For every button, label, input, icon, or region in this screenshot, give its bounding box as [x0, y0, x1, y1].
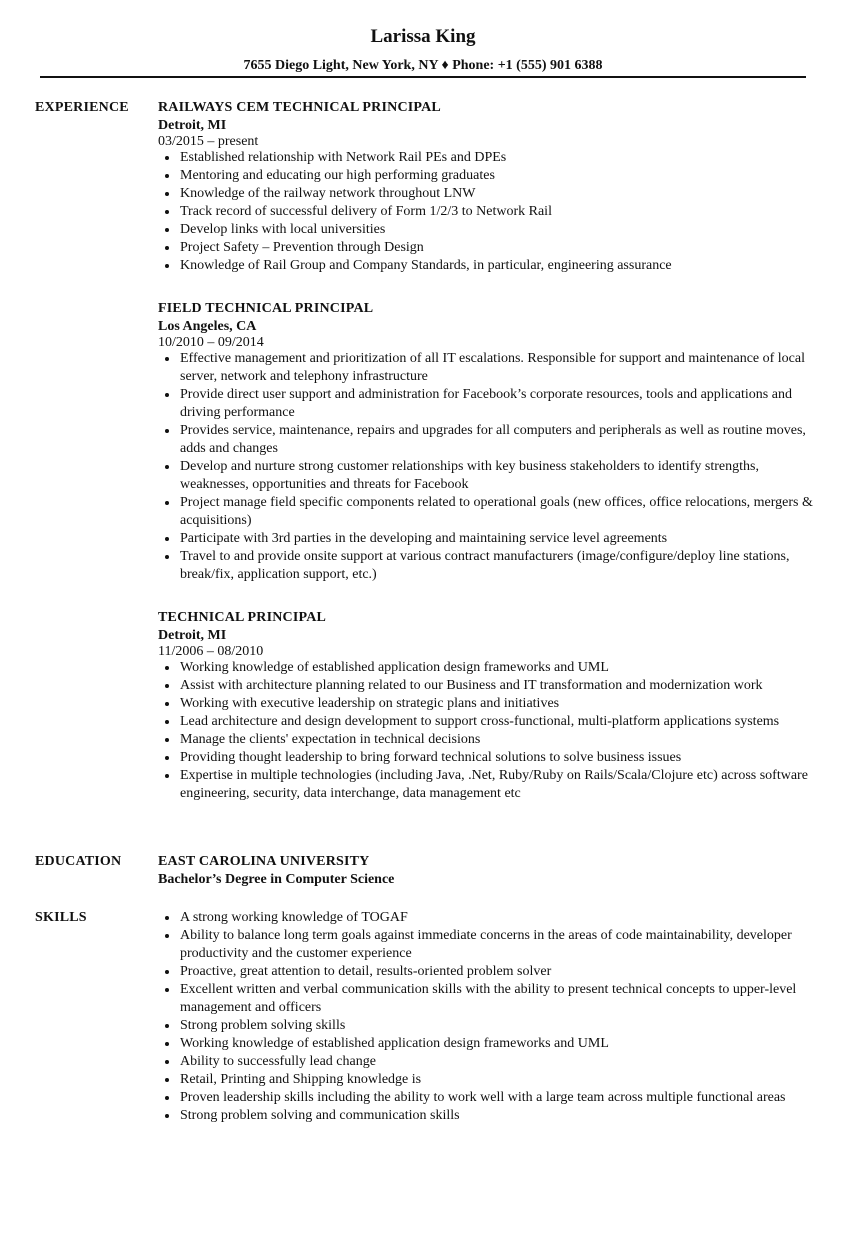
- job-location: Detroit, MI: [158, 628, 227, 643]
- bullet-icon: [165, 738, 169, 742]
- job-bullet: [158, 185, 818, 203]
- bullet-text: Travel to and provide onsite support at various contract manufacturers (image/configure/deploy line stations, break/fix, application support, etc.): [180, 549, 790, 582]
- bullet-text: Project manage field specific components related to operational goals (new offices, office relocations, mergers & acquisitions): [180, 495, 813, 528]
- job-bullets: [158, 149, 818, 275]
- bullet-icon: [165, 192, 169, 196]
- bullet-icon: [165, 934, 169, 938]
- job-bullet: [158, 530, 818, 548]
- skill-text: Strong problem solving skills: [180, 1018, 346, 1033]
- bullet-text: Established relationship with Network Rail PEs and DPEs: [180, 150, 507, 165]
- bullet-text: Track record of successful delivery of Form 1/2/3 to Network Rail: [180, 204, 552, 219]
- experience-list: [158, 99, 818, 828]
- bullet-icon: [165, 174, 169, 178]
- bullet-text: Assist with architecture planning related to our Business and IT transformation and modernization work: [180, 678, 763, 693]
- skills-list: [158, 909, 818, 1125]
- skill-item: [158, 1071, 818, 1089]
- bullet-icon: [165, 970, 169, 974]
- job-entry: [158, 99, 818, 275]
- job-bullet: [158, 257, 818, 275]
- job-bullet: [158, 203, 818, 221]
- job-bullet: [158, 386, 818, 422]
- job-bullet: [158, 749, 818, 767]
- skill-text: Proven leadership skills including the ability to work well with a large team across multiple functional areas: [180, 1090, 786, 1105]
- bullet-icon: [165, 429, 169, 433]
- experience-label: EXPERIENCE: [35, 100, 129, 115]
- job-bullet: [158, 767, 818, 803]
- job-bullet: [158, 677, 818, 695]
- bullet-icon: [165, 988, 169, 992]
- skills-label: SKILLS: [35, 910, 87, 925]
- bullet-icon: [165, 756, 169, 760]
- job-bullet: [158, 239, 818, 257]
- bullet-text: Provides service, maintenance, repairs and upgrades for all computers and peripherals as well as routine moves, adds and changes: [180, 423, 806, 456]
- bullet-icon: [165, 357, 169, 361]
- contact-line: 7655 Diego Light, New York, NY ♦ Phone: +1 (555) 901 6388: [243, 58, 603, 73]
- bullet-text: Expertise in multiple technologies (including Java, .Net, Ruby/Ruby on Rails/Scala/Clojure etc) across software engineering, security, data interchange, data management etc: [180, 768, 808, 801]
- education-section: [35, 853, 825, 893]
- job-location: Detroit, MI: [158, 118, 227, 133]
- bullet-icon: [165, 264, 169, 268]
- bullet-text: Working with executive leadership on strategic plans and initiatives: [180, 696, 560, 711]
- job-bullet: [158, 167, 818, 185]
- job-location: Los Angeles, CA: [158, 319, 257, 334]
- skill-item: [158, 963, 818, 981]
- bullet-text: Effective management and prioritization of all IT escalations. Responsible for support and maintenance of local server, network and telephony infrastructure: [180, 351, 805, 384]
- bullet-icon: [165, 555, 169, 559]
- job-dates: 11/2006 – 08/2010: [158, 644, 264, 659]
- skill-text: Working knowledge of established application design frameworks and UML: [180, 1036, 609, 1051]
- bullet-icon: [165, 465, 169, 469]
- job-dates: 03/2015 – present: [158, 134, 259, 149]
- skill-item: [158, 909, 818, 927]
- bullet-icon: [165, 720, 169, 724]
- skill-item: [158, 1035, 818, 1053]
- job-title: FIELD TECHNICAL PRINCIPAL: [158, 301, 374, 316]
- bullet-icon: [165, 1060, 169, 1064]
- bullet-icon: [165, 1042, 169, 1046]
- job-bullet: [158, 221, 818, 239]
- bullet-text: Lead architecture and design development to support cross-functional, multi-platform applications systems: [180, 714, 780, 729]
- bullet-icon: [165, 1078, 169, 1082]
- bullet-icon: [165, 916, 169, 920]
- skill-item: [158, 1017, 818, 1035]
- skill-text: Excellent written and verbal communication skills with the ability to present technical concepts to upper-level management and officers: [180, 982, 797, 1015]
- job-dates: 10/2010 – 09/2014: [158, 335, 264, 350]
- bullet-icon: [165, 537, 169, 541]
- bullet-text: Providing thought leadership to bring forward technical solutions to solve business issues: [180, 750, 682, 765]
- job-bullet: [158, 458, 818, 494]
- bullet-icon: [165, 1024, 169, 1028]
- bullet-text: Project Safety – Prevention through Design: [180, 240, 424, 255]
- skill-text: Ability to balance long term goals against immediate concerns in the areas of code maintainability, developer productivity and the customer experience: [180, 928, 792, 961]
- skills-section: [35, 909, 825, 1149]
- bullet-icon: [165, 228, 169, 232]
- job-entry: [158, 609, 818, 803]
- skill-item: [158, 1107, 818, 1125]
- skill-item: [158, 1053, 818, 1071]
- bullet-text: Participate with 3rd parties in the developing and maintaining service level agreements: [180, 531, 668, 546]
- bullet-icon: [165, 156, 169, 160]
- job-bullet: [158, 422, 818, 458]
- bullet-icon: [165, 246, 169, 250]
- skill-text: Ability to successfully lead change: [180, 1054, 376, 1069]
- bullet-icon: [165, 774, 169, 778]
- experience-section: [35, 99, 825, 839]
- candidate-name: Larissa King: [370, 26, 476, 47]
- bullet-icon: [165, 393, 169, 397]
- bullet-text: Manage the clients' expectation in technical decisions: [180, 732, 481, 747]
- bullet-text: Mentoring and educating our high performing graduates: [180, 168, 495, 183]
- job-bullet: [158, 350, 818, 386]
- job-title: RAILWAYS CEM TECHNICAL PRINCIPAL: [158, 100, 441, 115]
- job-bullet: [158, 494, 818, 530]
- job-title: TECHNICAL PRINCIPAL: [158, 610, 327, 625]
- bullet-icon: [165, 684, 169, 688]
- bullet-icon: [165, 666, 169, 670]
- bullet-icon: [165, 1114, 169, 1118]
- degree: Bachelor’s Degree in Computer Science: [158, 872, 395, 887]
- job-bullet: [158, 713, 818, 731]
- bullet-text: Working knowledge of established application design frameworks and UML: [180, 660, 609, 675]
- bullet-text: Develop links with local universities: [180, 222, 386, 237]
- skill-text: Retail, Printing and Shipping knowledge is: [180, 1072, 422, 1087]
- skill-item: [158, 927, 818, 963]
- job-bullet: [158, 548, 818, 584]
- skills-bullets: [158, 909, 818, 1125]
- bullet-text: Knowledge of the railway network throughout LNW: [180, 186, 476, 201]
- job-bullet: [158, 149, 818, 167]
- job-bullets: [158, 659, 818, 803]
- job-bullets: [158, 350, 818, 584]
- bullet-icon: [165, 1096, 169, 1100]
- skill-item: [158, 981, 818, 1017]
- header-divider: [40, 76, 806, 78]
- bullet-icon: [165, 210, 169, 214]
- bullet-text: Knowledge of Rail Group and Company Standards, in particular, engineering assurance: [180, 258, 672, 273]
- skill-text: Strong problem solving and communication skills: [180, 1108, 460, 1123]
- bullet-text: Provide direct user support and administration for Facebook’s corporate resources, tools and applications and driving performance: [180, 387, 792, 420]
- bullet-icon: [165, 702, 169, 706]
- job-bullet: [158, 659, 818, 677]
- job-bullet: [158, 695, 818, 713]
- bullet-text: Develop and nurture strong customer relationships with key business stakeholders to identify strengths, weaknesses, opportunities and threats for Facebook: [180, 459, 759, 492]
- skill-item: [158, 1089, 818, 1107]
- job-bullet: [158, 731, 818, 749]
- bullet-icon: [165, 501, 169, 505]
- school-name: EAST CAROLINA UNIVERSITY: [158, 854, 370, 869]
- skill-text: A strong working knowledge of TOGAF: [180, 910, 408, 925]
- job-entry: [158, 300, 818, 584]
- resume-header: [0, 26, 846, 75]
- education-entry: [158, 853, 818, 889]
- skill-text: Proactive, great attention to detail, results-oriented problem solver: [180, 964, 552, 979]
- education-label: EDUCATION: [35, 854, 122, 869]
